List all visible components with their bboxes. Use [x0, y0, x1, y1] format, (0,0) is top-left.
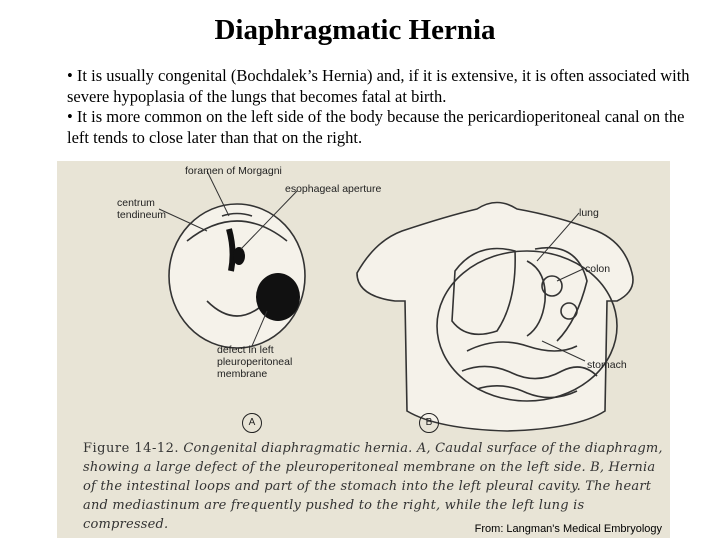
- slide-title: Diaphragmatic Hernia: [214, 14, 496, 46]
- bullet-list: [67, 66, 697, 148]
- panel-b-marker: B: [419, 413, 439, 433]
- caption-number: Figure 14-12.: [83, 441, 180, 456]
- centrum-label: centrum tendineum: [117, 197, 167, 221]
- esophageal-label: esophageal aperture: [285, 183, 382, 195]
- figure-caption: [83, 439, 663, 534]
- hernia-figure: [57, 161, 670, 538]
- stomach-label: stomach: [587, 359, 627, 371]
- lung-label: lung: [579, 207, 599, 219]
- defect-label: defect in left pleuroperitoneal membrane: [217, 344, 293, 380]
- source-credit: From: Langman's Medical Embryology: [474, 523, 662, 535]
- bullet-item: • It is usually congenital (Bochdalek’s Hernia) and, if it is extensive, it is often associated with severe hypoplasia of the lungs that becomes fatal at birth.: [67, 66, 690, 106]
- bullet-item: • It is more common on the left side of the body because the pericardioperitoneal canal on the left tends to close later than that on the right.: [67, 107, 685, 147]
- colon-label: colon: [585, 263, 611, 275]
- panel-a-marker: A: [242, 413, 262, 433]
- caption-text: Congenital diaphragmatic hernia. A, Caudal surface of the diaphragm, showing a large defect of the pleuroperitoneal membrane on the left side. B, Hernia of the intestinal loops and part of the stomach into the left pleural cavity. The heart and mediastinum are frequently pushed to the right, while the left lung is compressed.: [83, 441, 663, 532]
- foramen-label: foramen of Morgagni: [185, 165, 282, 177]
